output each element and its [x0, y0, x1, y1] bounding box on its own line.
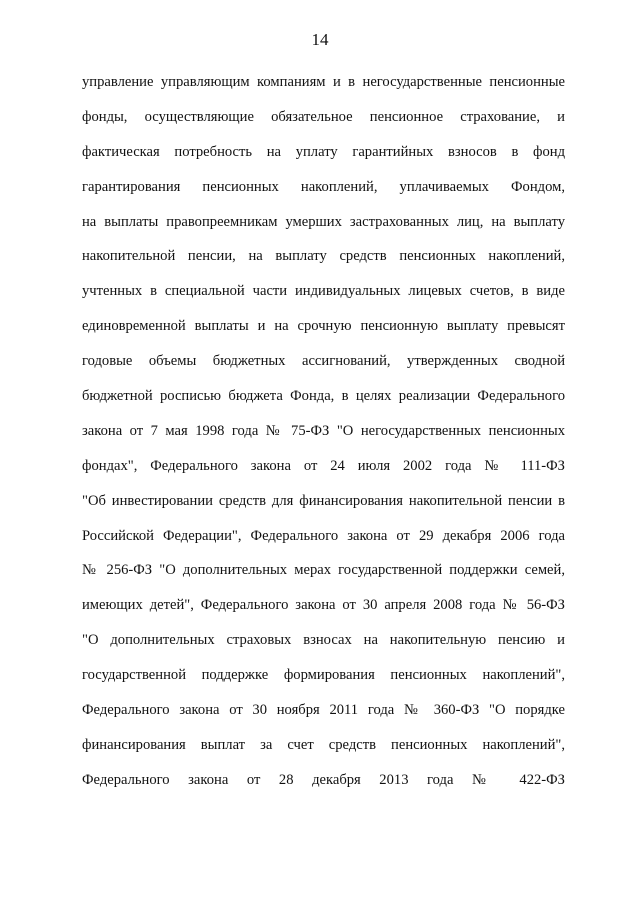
text-line: "О дополнительных страховых взносах на накопительную пенсию и	[82, 632, 565, 649]
text-line: Федерального закона от 30 ноября 2011 года № 360-ФЗ "О порядке	[82, 702, 565, 719]
page-number: 14	[311, 30, 329, 49]
text-line: Федерального закона от 28 декабря 2013 года № 422-ФЗ	[82, 771, 565, 788]
text-line: фондах", Федерального закона от 24 июля 2002 года № 111-ФЗ	[82, 457, 565, 474]
text-line: гарантирования пенсионных накоплений, уплачиваемых Фондом,	[82, 178, 565, 195]
text-line: № 256-ФЗ "О дополнительных мерах государственной поддержки семей,	[82, 562, 565, 579]
text-line: государственной поддержке формирования пенсионных накоплений",	[82, 667, 565, 684]
text-line: бюджетной росписью бюджета Фонда, в целях реализации Федерального	[82, 388, 565, 405]
text-line: на выплаты правопреемникам умерших застрахованных лиц, на выплату	[82, 213, 565, 230]
text-line: фонды, осуществляющие обязательное пенсионное страхование, и	[82, 108, 565, 125]
text-line: учтенных в специальной части индивидуальных лицевых счетов, в виде	[82, 283, 565, 300]
text-line: закона от 7 мая 1998 года № 75-ФЗ "О негосударственных пенсионных	[82, 422, 565, 439]
text-line: годовые объемы бюджетных ассигнований, утвержденных сводной	[82, 353, 565, 370]
text-line: управление управляющим компаниям и в негосударственные пенсионные	[82, 74, 565, 90]
text-line: "Об инвестировании средств для финансирования накопительной пенсии в	[82, 492, 565, 509]
text-line: фактическая потребность на уплату гарантийных взносов в фонд	[82, 143, 565, 160]
text-line: имеющих детей", Федерального закона от 30 апреля 2008 года № 56-ФЗ	[82, 597, 565, 614]
text-line: Российской Федерации", Федерального закона от 29 декабря 2006 года	[82, 527, 565, 544]
text-line: единовременной выплаты и на срочную пенсионную выплату превысят	[82, 318, 565, 335]
body-text	[82, 70, 565, 803]
text-line: накопительной пенсии, на выплату средств пенсионных накоплений,	[82, 248, 565, 265]
text-line: финансирования выплат за счет средств пенсионных накоплений",	[82, 736, 565, 753]
